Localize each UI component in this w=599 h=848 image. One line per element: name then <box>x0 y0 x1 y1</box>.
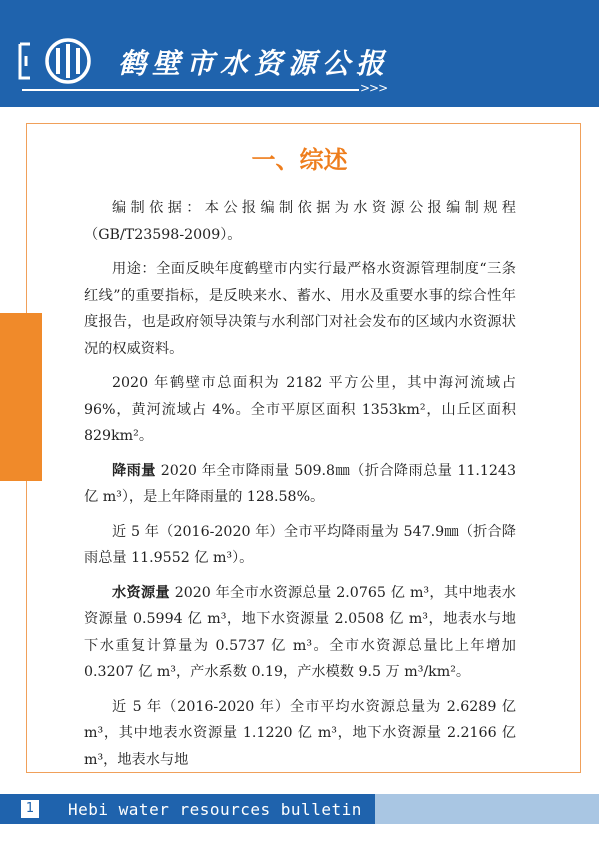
paragraph-rainfall-avg: 近 5 年（2016-2020 年）全市平均降雨量为 547.9㎜（折合降雨总量 11.9552 亿 m³）。 <box>84 523 516 566</box>
paragraph-basis: 编制依据：本公报编制依据为水资源公报编制规程（GB/T23598-2009）。 <box>84 200 516 243</box>
water-resources-text: 2020 年全市水资源总量 2.0765 亿 m³，其中地表水资源量 0.5994 亿 m³，地下水资源量 2.0508 亿 m³，地表水与地下水重复计算量为 0.5737 亿 m³。全市水资源总量比上年增加 0.3207 亿 m³，产水系数 0.19，产水模数 9.5 万 m³/km²。 <box>84 584 516 680</box>
paragraph-water-avg: 近 5 年（2016-2020 年）全市平均水资源总量为 2.6289 亿 m³，其中地表水资源量 1.1220 亿 m³，地下水资源量 2.2166 亿 m³，地表水与地 <box>84 698 516 768</box>
rainfall-label: 降雨量 <box>112 462 156 479</box>
footer-accent <box>375 794 599 824</box>
side-tab <box>0 313 42 481</box>
paragraph-purpose: 用途：全面反映年度鹤壁市内实行最严格水资源管理制度“三条红线”的重要指标，是反映来水、蓄水、用水及重要水事的综合性年度报告，也是政府领导决策与水利部门对社会发布的区域内水资源状况的权威资料。 <box>84 261 516 357</box>
page-number: 1 <box>21 800 39 818</box>
header-banner <box>0 0 599 107</box>
water-resources-label: 水资源量 <box>112 584 170 601</box>
section-heading: 一、综述 <box>251 146 348 174</box>
header-rule <box>22 89 359 91</box>
footer-title: Hebi water resources bulletin <box>68 800 362 819</box>
paragraph-area: 2020 年鹤壁市总面积为 2182 平方公里，其中海河流域占 96%，黄河流域占 4%。全市平原区面积 1353km²，山丘区面积 829km²。 <box>84 375 516 444</box>
body-text <box>84 195 516 781</box>
paragraph-rainfall <box>84 458 516 511</box>
publication-title: 鹤壁市水资源公报 <box>118 47 391 80</box>
paragraph-water-resources <box>84 580 516 686</box>
header-arrows: >>> <box>360 81 388 95</box>
rainfall-text: 2020 年全市降雨量 509.8㎜（折合降雨总量 11.1243 亿 m³），是上年降雨量的 128.58%。 <box>84 462 516 505</box>
bulletin-logo-icon <box>18 34 114 88</box>
